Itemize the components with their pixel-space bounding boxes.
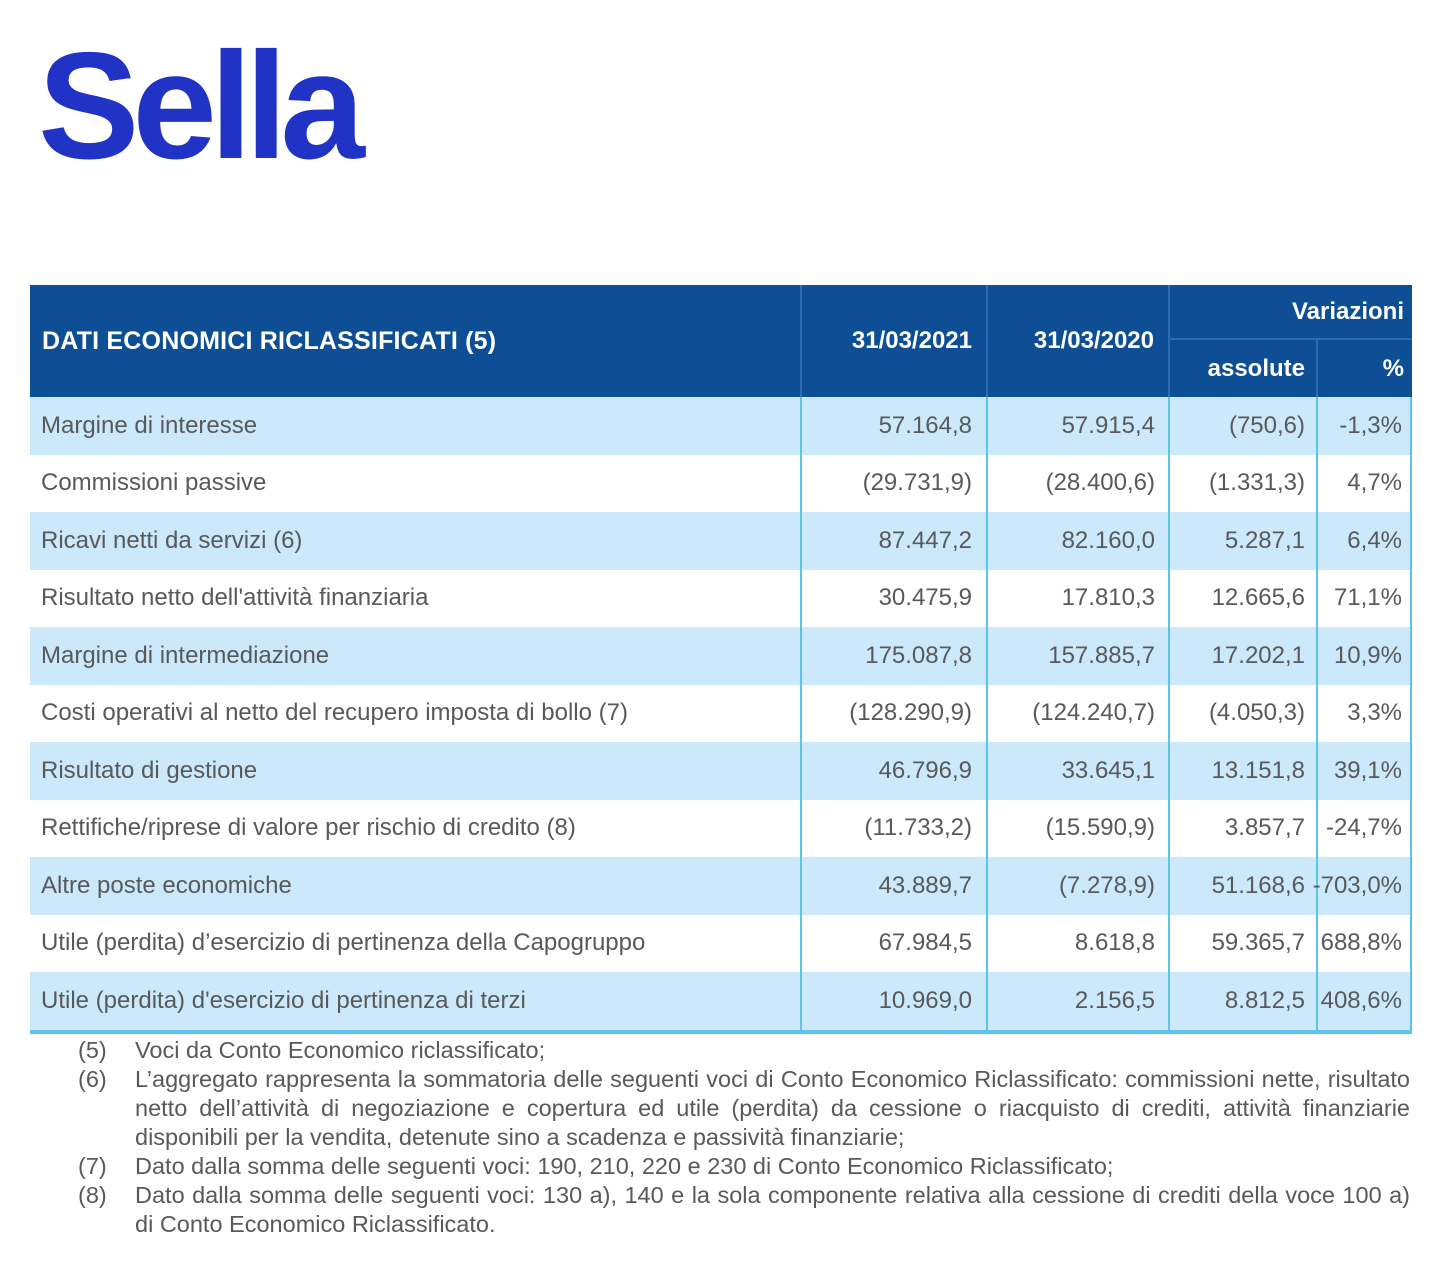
row-label: Risultato netto dell'attività finanziaria xyxy=(41,584,429,612)
row-label: Rettifiche/riprese di valore per rischio di credito (8) xyxy=(41,814,576,842)
footnote-marker: (7) xyxy=(78,1153,107,1179)
table-header xyxy=(30,285,1412,397)
value-2021: 57.164,8 xyxy=(800,397,986,455)
value-assolute: 3.857,7 xyxy=(1168,800,1316,858)
row-label: Risultato di gestione xyxy=(41,756,258,784)
value-2020: 57.915,4 xyxy=(986,397,1168,455)
value-percent: 6,4% xyxy=(1316,512,1410,570)
row-label: Altre poste economiche xyxy=(41,871,292,899)
value-2020: (15.590,9) xyxy=(986,800,1168,858)
row-label: Margine di interesse xyxy=(41,411,258,439)
column-group-variazioni xyxy=(1168,285,1412,397)
footnote-marker: (5) xyxy=(78,1037,107,1063)
column-header-percent: % xyxy=(1316,340,1412,397)
value-2021: 175.087,8 xyxy=(800,627,986,685)
row-label: Utile (perdita) d’esercizio di pertinenza della Capogruppo xyxy=(41,929,646,957)
table-row xyxy=(30,397,1410,455)
variazioni-subheaders xyxy=(1170,340,1412,397)
value-2020: (124.240,7) xyxy=(986,685,1168,743)
value-2021: (128.290,9) xyxy=(800,685,986,743)
row-label: Margine di intermediazione xyxy=(41,641,330,669)
value-2021: 87.447,2 xyxy=(800,512,986,570)
table-body xyxy=(30,397,1412,1034)
value-percent: 3,3% xyxy=(1316,685,1410,743)
row-label: Ricavi netti da servizi (6) xyxy=(41,526,303,554)
row-label: Utile (perdita) d'esercizio di pertinenza di terzi xyxy=(41,986,526,1014)
footnote xyxy=(78,1181,1410,1239)
table-row xyxy=(30,742,1410,800)
value-2020: (7.278,9) xyxy=(986,857,1168,915)
footnote-text: Dato dalla somma delle seguenti voci: 130 a), 140 e la sola componente relativa alla cessione di crediti della voce 100 a) di Conto Economico Riclassificato. xyxy=(135,1182,1410,1237)
row-label: Costi operativi al netto del recupero imposta di bollo (7) xyxy=(41,699,628,727)
value-percent: -1,3% xyxy=(1316,397,1410,455)
footnote-text: L’aggregato rappresenta la sommatoria delle seguenti voci di Conto Economico Riclassificato: commissioni nette, risultato netto dell’attività di negoziazione e copertura ed utile (perdita) da cessione o riacquisto di crediti, attività finanziarie disponibili per la vendita, detenute sino a scadenza e passività finanziarie; xyxy=(135,1066,1410,1150)
footnotes-block xyxy=(78,1036,1410,1239)
value-2021: 10.969,0 xyxy=(800,972,986,1030)
value-percent: -24,7% xyxy=(1316,800,1410,858)
value-percent: 71,1% xyxy=(1316,570,1410,628)
value-assolute: 8.812,5 xyxy=(1168,972,1316,1030)
table-row xyxy=(30,857,1410,915)
value-assolute: (750,6) xyxy=(1168,397,1316,455)
value-percent: 408,6% xyxy=(1316,972,1410,1030)
value-2020: 2.156,5 xyxy=(986,972,1168,1030)
value-2021: 46.796,9 xyxy=(800,742,986,800)
value-assolute: 51.168,6 xyxy=(1168,857,1316,915)
financial-table xyxy=(30,285,1412,1034)
row-label: Commissioni passive xyxy=(41,469,267,497)
value-2021: (11.733,2) xyxy=(800,800,986,858)
footnote xyxy=(78,1152,1410,1181)
value-percent: 4,7% xyxy=(1316,455,1410,513)
value-2021: 30.475,9 xyxy=(800,570,986,628)
value-2020: 157.885,7 xyxy=(986,627,1168,685)
value-2021: (29.731,9) xyxy=(800,455,986,513)
column-header-2020: 31/03/2020 xyxy=(986,285,1168,397)
value-assolute: 5.287,1 xyxy=(1168,512,1316,570)
value-2020: 33.645,1 xyxy=(986,742,1168,800)
value-assolute: 17.202,1 xyxy=(1168,627,1316,685)
value-assolute: 12.665,6 xyxy=(1168,570,1316,628)
table-row xyxy=(30,972,1410,1030)
table-row xyxy=(30,800,1410,858)
value-assolute: (1.331,3) xyxy=(1168,455,1316,513)
value-percent: 10,9% xyxy=(1316,627,1410,685)
value-assolute: 13.151,8 xyxy=(1168,742,1316,800)
column-header-2021: 31/03/2021 xyxy=(800,285,986,397)
value-percent: 39,1% xyxy=(1316,742,1410,800)
column-header-assolute: assolute xyxy=(1207,354,1305,382)
sella-logo: Sella xyxy=(38,21,358,191)
footnote xyxy=(78,1065,1410,1152)
footnote-text: Dato dalla somma delle seguenti voci: 190, 210, 220 e 230 di Conto Economico Riclassificato; xyxy=(135,1153,1114,1179)
value-percent: 688,8% xyxy=(1316,915,1410,973)
footnote-marker: (8) xyxy=(78,1182,107,1208)
value-2021: 67.984,5 xyxy=(800,915,986,973)
value-2020: 17.810,3 xyxy=(986,570,1168,628)
footnote-text: Voci da Conto Economico riclassificato; xyxy=(135,1037,546,1063)
value-2020: (28.400,6) xyxy=(986,455,1168,513)
value-assolute: 59.365,7 xyxy=(1168,915,1316,973)
value-percent: -703,0% xyxy=(1316,857,1410,915)
table-row xyxy=(30,627,1410,685)
value-2020: 8.618,8 xyxy=(986,915,1168,973)
footnote xyxy=(78,1036,1410,1065)
table-row xyxy=(30,915,1410,973)
value-2021: 43.889,7 xyxy=(800,857,986,915)
table-row xyxy=(30,685,1410,743)
variazioni-header: Variazioni xyxy=(1170,285,1412,340)
value-assolute: (4.050,3) xyxy=(1168,685,1316,743)
table-title: DATI ECONOMICI RICLASSIFICATI (5) xyxy=(42,326,497,355)
table-row xyxy=(30,512,1410,570)
table-row xyxy=(30,570,1410,628)
footnote-marker: (6) xyxy=(78,1066,107,1092)
table-row xyxy=(30,455,1410,513)
value-2020: 82.160,0 xyxy=(986,512,1168,570)
